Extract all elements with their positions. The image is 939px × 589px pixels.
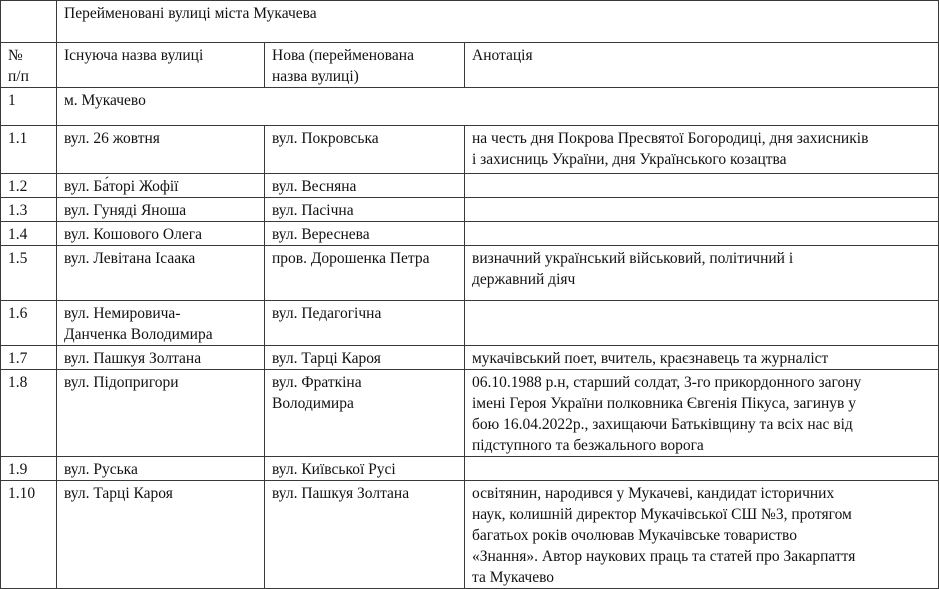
- new-name-line: Володимира: [272, 395, 354, 412]
- row-number: 1.7: [1, 346, 57, 370]
- row-existing-name: [57, 246, 265, 301]
- annotation-line: державний діяч: [472, 271, 576, 288]
- row-annotation: [465, 301, 939, 346]
- row-existing-name: [57, 457, 265, 481]
- row-existing-name: [57, 126, 265, 174]
- existing-name-line: вул. Підопригори: [64, 374, 179, 391]
- city-row: [1, 88, 939, 126]
- annotation-line: підступного та безжального ворога: [472, 437, 704, 454]
- city-number: 1: [1, 88, 57, 126]
- row-new-name: [265, 346, 465, 370]
- existing-name-line: вул. 26 жовтня: [64, 130, 160, 147]
- row-existing-name: [57, 370, 265, 457]
- table-row: [1, 126, 939, 174]
- row-annotation: [465, 126, 939, 174]
- row-existing-name: [57, 222, 265, 246]
- existing-name-line: вул. Ба́торі Жофії: [64, 178, 179, 195]
- row-number: 1.10: [1, 481, 57, 589]
- header-number-line1: №: [8, 47, 23, 64]
- row-existing-name: [57, 301, 265, 346]
- table-row: [1, 246, 939, 301]
- row-number: 1.8: [1, 370, 57, 457]
- row-existing-name: [57, 174, 265, 198]
- new-name-line: вул. Пасічна: [272, 202, 354, 219]
- new-name-line: вул. Весняна: [272, 178, 357, 195]
- city-name: м. Мукачево: [57, 88, 939, 126]
- row-new-name: [265, 370, 465, 457]
- row-annotation: [465, 222, 939, 246]
- row-annotation: [465, 246, 939, 301]
- existing-name-line: Данченка Володимира: [64, 326, 213, 343]
- row-number: 1.9: [1, 457, 57, 481]
- header-new-line1: Нова (перейменована: [272, 47, 414, 64]
- annotation-line: наук, колишній директор Мукачівської СШ №3, протягом: [472, 506, 852, 523]
- existing-name-line: вул. Гуняді Яноша: [64, 202, 187, 219]
- row-new-name: [265, 174, 465, 198]
- header-row: [1, 43, 939, 88]
- row-annotation: [465, 457, 939, 481]
- new-name-line: вул. Покровська: [272, 130, 379, 147]
- row-number: 1.4: [1, 222, 57, 246]
- table-row: [1, 346, 939, 370]
- table-row: [1, 174, 939, 198]
- row-new-name: [265, 301, 465, 346]
- new-name-line: вул. Вереснева: [272, 226, 370, 243]
- row-number: 1.5: [1, 246, 57, 301]
- header-number: [1, 43, 57, 88]
- row-annotation: [465, 174, 939, 198]
- header-existing-name: Існуюча назва вулиці: [57, 43, 265, 88]
- existing-name-line: вул. Левітана Ісаака: [64, 250, 196, 267]
- existing-name-line: вул. Тарці Кароя: [64, 485, 173, 502]
- header-number-line2: п/п: [8, 68, 29, 85]
- row-annotation: [465, 481, 939, 589]
- existing-name-line: вул. Кошового Олега: [64, 226, 202, 243]
- annotation-line: мукачівський поет, вчитель, краєзнавець та журналіст: [472, 350, 829, 367]
- row-existing-name: [57, 481, 265, 589]
- row-annotation: [465, 370, 939, 457]
- annotation-line: бою 16.04.2022р., захищаючи Батьківщину та всіх нас від: [472, 416, 853, 433]
- annotation-line: багатьох років очолював Мукачівське товариство: [472, 527, 798, 544]
- row-number: 1.2: [1, 174, 57, 198]
- annotation-line: і захисниць України, дня Українського козацтва: [472, 151, 787, 168]
- row-annotation: [465, 198, 939, 222]
- new-name-line: вул. Тарці Кароя: [272, 350, 381, 367]
- table-title: Перейменовані вулиці міста Мукачева: [57, 1, 939, 43]
- row-number: 1.3: [1, 198, 57, 222]
- annotation-line: на честь дня Покрова Пресвятої Богородиці, дня захисників: [472, 130, 869, 147]
- row-new-name: [265, 198, 465, 222]
- existing-name-line: вул. Немировича-: [64, 305, 181, 322]
- new-name-line: вул. Пашкуя Золтана: [272, 485, 410, 502]
- table-row: [1, 301, 939, 346]
- existing-name-line: вул. Руська: [64, 461, 138, 478]
- new-name-line: пров. Дорошенка Петра: [272, 250, 430, 267]
- row-new-name: [265, 457, 465, 481]
- row-new-name: [265, 481, 465, 589]
- new-name-line: вул. Педагогічна: [272, 305, 382, 322]
- annotation-line: визначний український військовий, політичний і: [472, 250, 794, 267]
- annotation-line: освітянин, народився у Мукачеві, кандидат історичних: [472, 485, 835, 502]
- annotation-line: 06.10.1988 р.н, старший солдат, 3-го прикордонного загону: [472, 374, 862, 391]
- row-number: 1.1: [1, 126, 57, 174]
- annotation-line: «Знання». Автор наукових праць та статей про Закарпаття: [472, 548, 856, 565]
- header-new-name: [265, 43, 465, 88]
- table-row: [1, 198, 939, 222]
- new-name-line: вул. Фраткіна: [272, 374, 362, 391]
- row-annotation: [465, 346, 939, 370]
- annotation-line: імені Героя України полковника Євгенія Пікуса, загинув у: [472, 395, 857, 412]
- row-new-name: [265, 222, 465, 246]
- title-row: [1, 1, 939, 43]
- row-number: 1.6: [1, 301, 57, 346]
- annotation-line: та Мукачево: [472, 569, 555, 586]
- row-existing-name: [57, 198, 265, 222]
- table-row: [1, 481, 939, 589]
- row-new-name: [265, 246, 465, 301]
- table-row: [1, 370, 939, 457]
- title-empty-cell: [1, 1, 57, 43]
- row-existing-name: [57, 346, 265, 370]
- table-row: [1, 222, 939, 246]
- existing-name-line: вул. Пашкуя Золтана: [64, 350, 202, 367]
- header-new-line2: назва вулиці): [272, 68, 359, 85]
- header-annotation: Анотація: [465, 43, 939, 88]
- table-row: [1, 457, 939, 481]
- row-new-name: [265, 126, 465, 174]
- new-name-line: вул. Київської Русі: [272, 461, 396, 478]
